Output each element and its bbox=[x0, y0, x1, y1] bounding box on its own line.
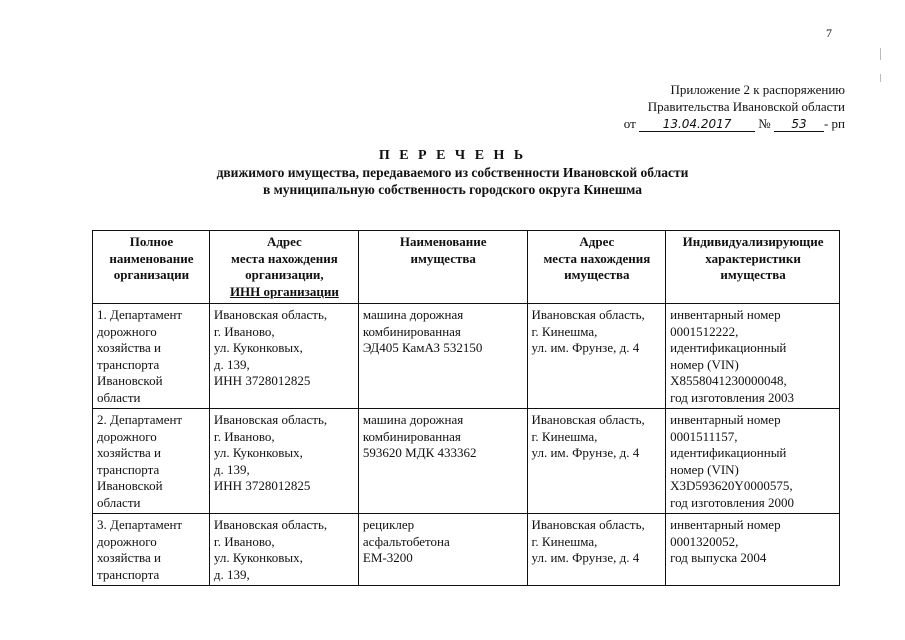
header-text-line: характеристики bbox=[705, 250, 801, 266]
cell-text-line: г. Кинешма, bbox=[531, 533, 598, 549]
header-text-line: места нахождения bbox=[543, 250, 651, 266]
cell-text-line: инвентарный номер bbox=[670, 517, 781, 532]
cell-text-line: Ивановская область, bbox=[531, 412, 645, 427]
cell-text-line: идентификационный bbox=[670, 445, 787, 460]
cell-text-line: транспорта bbox=[97, 566, 160, 582]
cell-characteristics bbox=[666, 304, 840, 409]
cell-text-line: 1. Департамент bbox=[97, 307, 183, 322]
cell-text-line: ул. Куконковых, bbox=[213, 340, 303, 355]
cell-organization bbox=[93, 304, 210, 409]
cell-org-address bbox=[209, 514, 358, 586]
cell-text-line: Ивановская область, bbox=[213, 307, 328, 322]
cell-text-line: д. 139, bbox=[213, 461, 250, 477]
header-text-line: Полное bbox=[129, 234, 174, 249]
scan-artifact bbox=[880, 48, 881, 60]
cell-text-line: г. Кинешма, bbox=[531, 428, 598, 444]
cell-text-line: Ивановской bbox=[97, 478, 163, 493]
document-title bbox=[0, 147, 905, 198]
cell-organization bbox=[93, 514, 210, 586]
cell-text-line: Х8558041230000048, bbox=[670, 373, 787, 388]
cell-text-line: дорожного bbox=[97, 533, 157, 549]
cell-text-line: ул. Куконковых, bbox=[213, 550, 303, 565]
header-property-address bbox=[527, 231, 666, 304]
cell-text-line: области bbox=[97, 494, 141, 510]
cell-text-line: г. Иваново, bbox=[213, 428, 275, 444]
cell-text-line: номер (VIN) bbox=[670, 461, 739, 477]
header-text-line: имущества bbox=[720, 267, 786, 282]
table-row bbox=[93, 409, 840, 514]
header-text-line: Адрес bbox=[266, 234, 302, 249]
cell-text-line: ИНН 3728012825 bbox=[213, 478, 311, 493]
cell-text-line: 2. Департамент bbox=[97, 412, 183, 427]
header-text-line: наименование bbox=[109, 250, 194, 266]
cell-characteristics bbox=[666, 514, 840, 586]
cell-text-line: транспорта bbox=[97, 356, 160, 372]
cell-text-line: машина дорожная bbox=[362, 307, 464, 322]
cell-text-line: X3D593620Y0000575, bbox=[670, 478, 793, 493]
cell-text-line: Ивановская область, bbox=[213, 517, 328, 532]
cell-text-line: хозяйства и bbox=[97, 550, 161, 565]
cell-text-line: асфальтобетона bbox=[362, 533, 450, 549]
cell-property-address bbox=[527, 409, 666, 514]
table-header-row bbox=[93, 231, 840, 304]
cell-text-line: Ивановская область, bbox=[213, 412, 328, 427]
cell-text-line: г. Иваново, bbox=[213, 323, 275, 339]
header-text-line: ИНН организации bbox=[229, 283, 339, 299]
header-characteristics bbox=[666, 231, 840, 304]
appendix-line-1: Приложение 2 к распоряжению bbox=[670, 82, 845, 97]
cell-property-name bbox=[358, 304, 527, 409]
cell-text-line: 0001512222, bbox=[670, 323, 739, 339]
cell-property-name bbox=[358, 409, 527, 514]
header-text-line: имущества bbox=[564, 267, 630, 282]
cell-text-line: инвентарный номер bbox=[670, 307, 781, 322]
cell-text-line: год изготовления 2000 bbox=[670, 494, 794, 510]
cell-property-address bbox=[527, 514, 666, 586]
title-heading: П Е Р Е Ч Е Н Ь bbox=[378, 148, 527, 163]
appendix-header bbox=[624, 81, 845, 132]
cell-text-line: ЕМ-3200 bbox=[362, 550, 413, 565]
cell-text-line: 3. Департамент bbox=[97, 517, 183, 532]
cell-org-address bbox=[209, 304, 358, 409]
header-text-line: организации bbox=[113, 267, 190, 282]
header-property-name bbox=[358, 231, 527, 304]
cell-property-name bbox=[358, 514, 527, 586]
header-text-line: Адрес bbox=[579, 234, 615, 249]
cell-text-line: ИНН 3728012825 bbox=[213, 373, 311, 388]
cell-org-address bbox=[209, 409, 358, 514]
header-text-line: места нахождения bbox=[230, 250, 338, 266]
cell-text-line: машина дорожная bbox=[362, 412, 464, 427]
cell-text-line: Ивановская область, bbox=[531, 517, 645, 532]
table-row bbox=[93, 514, 840, 586]
appendix-line-2: Правительства Ивановской области bbox=[647, 99, 845, 114]
header-text-line: Индивидуализирующие bbox=[682, 234, 824, 249]
property-table bbox=[92, 230, 840, 586]
number-label: № bbox=[758, 116, 771, 131]
page-number: 7 bbox=[826, 26, 832, 40]
header-organization bbox=[93, 231, 210, 304]
cell-text-line: 593620 МДК 433362 bbox=[362, 445, 477, 460]
table-row bbox=[93, 304, 840, 409]
cell-organization bbox=[93, 409, 210, 514]
cell-property-address bbox=[527, 304, 666, 409]
cell-text-line: области bbox=[97, 389, 141, 405]
cell-text-line: транспорта bbox=[97, 461, 160, 477]
title-line-1: движимого имущества, передаваемого из собственности Ивановской области bbox=[216, 165, 689, 180]
from-label: от bbox=[623, 116, 636, 131]
cell-text-line: г. Кинешма, bbox=[531, 323, 598, 339]
cell-text-line: инвентарный номер bbox=[670, 412, 781, 427]
cell-text-line: дорожного bbox=[97, 428, 157, 444]
cell-text-line: комбинированная bbox=[362, 323, 461, 339]
cell-characteristics bbox=[666, 409, 840, 514]
cell-text-line: год изготовления 2003 bbox=[670, 389, 794, 405]
cell-text-line: хозяйства и bbox=[97, 340, 161, 355]
header-org-address bbox=[209, 231, 358, 304]
cell-text-line: 0001320052, bbox=[670, 533, 739, 549]
cell-text-line: дорожного bbox=[97, 323, 157, 339]
cell-text-line: Ивановская область, bbox=[531, 307, 645, 322]
cell-text-line: д. 139, bbox=[213, 566, 250, 582]
cell-text-line: идентификационный bbox=[670, 340, 787, 355]
cell-text-line: комбинированная bbox=[362, 428, 461, 444]
header-text-line: имущества bbox=[410, 250, 476, 266]
cell-text-line: ул. им. Фрунзе, д. 4 bbox=[531, 445, 640, 460]
header-text-line: Наименование bbox=[399, 234, 487, 249]
cell-text-line: хозяйства и bbox=[97, 445, 161, 460]
cell-text-line: рециклер bbox=[362, 517, 415, 532]
cell-text-line: г. Иваново, bbox=[213, 533, 275, 549]
scan-artifact bbox=[880, 74, 881, 82]
number-suffix: - рп bbox=[823, 116, 845, 131]
handwritten-date: 13.04.2017 bbox=[639, 118, 755, 132]
cell-text-line: Ивановской bbox=[97, 373, 163, 388]
table-body bbox=[93, 304, 840, 586]
handwritten-number: 53 bbox=[774, 118, 824, 132]
cell-text-line: ул. Куконковых, bbox=[213, 445, 303, 460]
cell-text-line: д. 139, bbox=[213, 356, 250, 372]
cell-text-line: 0001511157, bbox=[670, 428, 738, 444]
header-text-line: организации, bbox=[245, 267, 324, 282]
cell-text-line: год выпуска 2004 bbox=[670, 550, 767, 565]
cell-text-line: ЭД405 КамАЗ 532150 bbox=[362, 340, 483, 355]
cell-text-line: ул. им. Фрунзе, д. 4 bbox=[531, 340, 640, 355]
appendix-date-line bbox=[624, 115, 845, 132]
cell-text-line: ул. им. Фрунзе, д. 4 bbox=[531, 550, 640, 565]
title-line-2: в муниципальную собственность городского округа Кинешма bbox=[262, 182, 643, 197]
cell-text-line: номер (VIN) bbox=[670, 356, 739, 372]
